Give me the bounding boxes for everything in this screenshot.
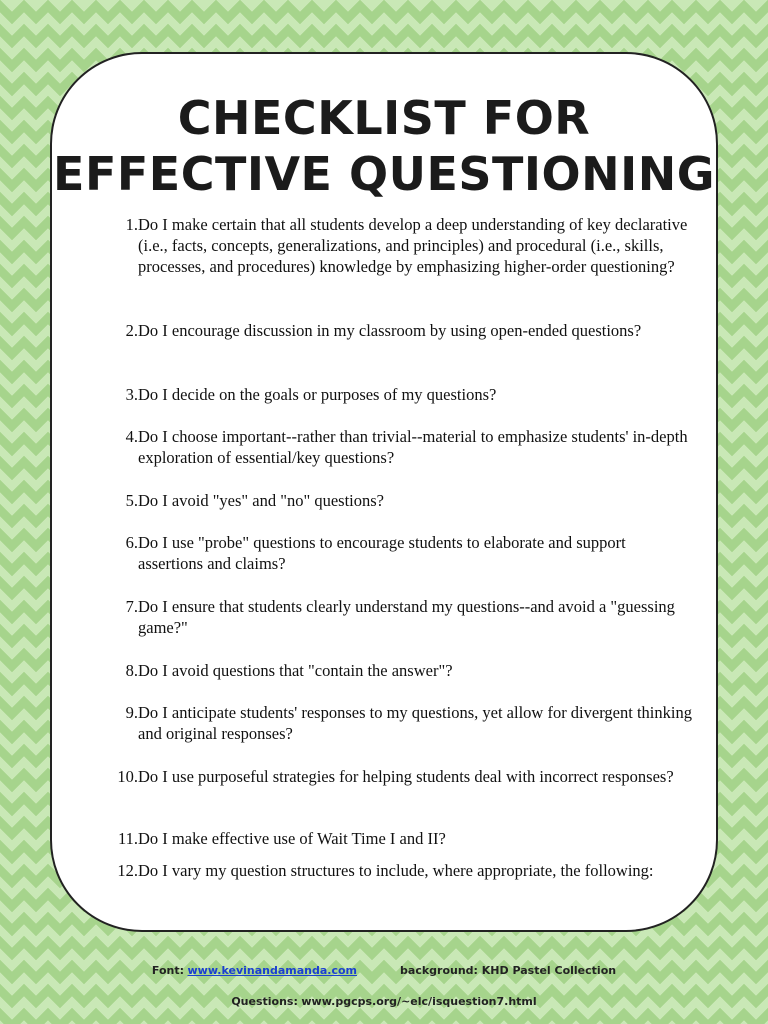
item-text: Do I ensure that students clearly understand my questions--and avoid a "guessing game?" xyxy=(138,597,675,637)
page-title xyxy=(52,90,716,202)
item-text: Do I vary my question structures to include, where appropriate, the following: xyxy=(138,861,654,880)
item-text: Do I anticipate students' responses to my questions, yet allow for divergent thinking and original responses? xyxy=(138,703,692,743)
item-text: Do I decide on the goals or purposes of my questions? xyxy=(138,385,497,404)
font-credit-link[interactable]: www.kevinandamanda.com xyxy=(187,964,358,977)
item-text: Do I encourage discussion in my classroom by using open-ended questions? xyxy=(138,321,642,340)
item-number: 8. xyxy=(125,661,138,680)
title-line-2: EFFECTIVE QUESTIONING xyxy=(53,147,715,201)
checklist-card xyxy=(50,52,718,932)
item-number: 11. xyxy=(117,829,138,848)
item-number: 4. xyxy=(125,427,138,446)
font-credit-label: Font: xyxy=(151,964,185,977)
item-text: Do I avoid questions that "contain the answer"? xyxy=(138,661,453,680)
item-text: Do I choose important--rather than trivial--material to emphasize students' in-depth exploration of essential/key questions? xyxy=(138,427,688,467)
title-line-1: CHECKLIST FOR xyxy=(177,91,591,145)
item-number: 7. xyxy=(125,597,138,616)
item-text: Do I make certain that all students develop a deep understanding of key declarative (i.e., facts, concepts, generalizations, and principles) and procedural (i.e., skills, processes, and procedures) knowledge by emphasizing higher-order questioning? xyxy=(138,215,688,276)
item-number: 2. xyxy=(125,321,138,340)
questions-credit-url: www.pgcps.org/~elc/isquestion7.html xyxy=(301,995,537,1008)
item-text: Do I use "probe" questions to encourage students to elaborate and support assertions and claims? xyxy=(138,533,626,573)
item-number: 10. xyxy=(117,767,138,786)
item-number: 12. xyxy=(117,861,138,880)
item-number: 3. xyxy=(125,385,138,404)
footer-credits-line-2 xyxy=(0,995,768,1008)
item-text: Do I use purposeful strategies for helping students deal with incorrect responses? xyxy=(138,767,674,786)
footer-credits-line-1 xyxy=(0,964,768,977)
item-number: 9. xyxy=(125,703,138,722)
background-credit: background: KHD Pastel Collection xyxy=(400,964,617,977)
item-number: 6. xyxy=(125,533,138,552)
item-text: Do I avoid "yes" and "no" questions? xyxy=(138,491,384,510)
item-number: 1. xyxy=(125,215,138,234)
questions-credit-label: Questions: xyxy=(231,995,298,1008)
item-text: Do I make effective use of Wait Time I and II? xyxy=(138,829,446,848)
item-number: 5. xyxy=(125,491,138,510)
